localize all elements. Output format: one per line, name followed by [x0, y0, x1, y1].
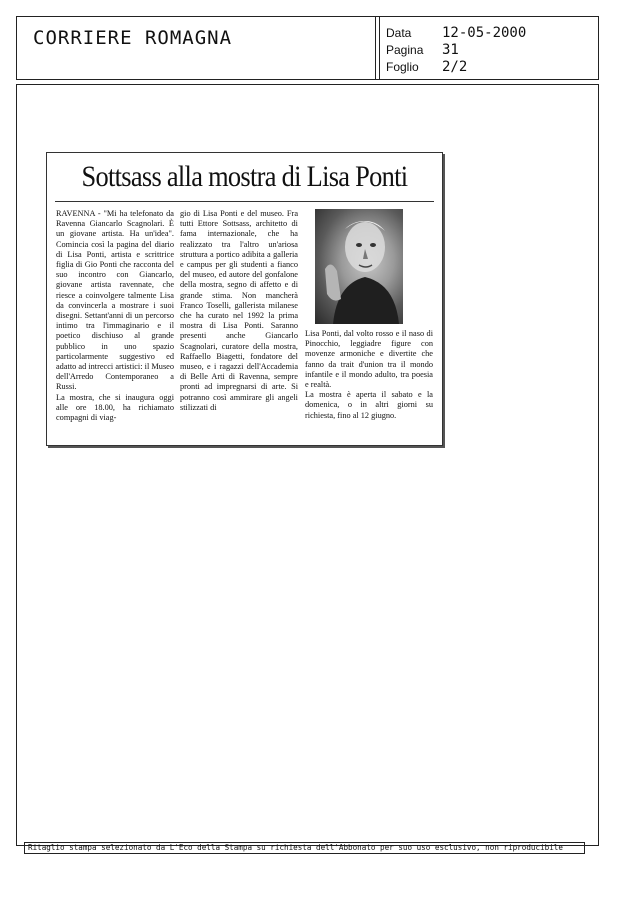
article-column-2	[180, 209, 298, 413]
article-clipping	[46, 152, 443, 446]
clipping-metadata	[386, 24, 526, 75]
column-3-paragraph-1: Lisa Ponti, dal volto rosso e il naso di Pinocchio, leggiadre figure con movenze armoniche e divertite che fanno da trait d'union tra il mondo infantile e il mondo adulto, tra poesia e realtà.	[305, 329, 433, 390]
date-label: Data	[386, 25, 412, 40]
date-value: 12-05-2000	[442, 24, 527, 41]
sheet-value: 2/2	[442, 58, 468, 75]
copyright-footer: Ritaglio stampa selezionato da L'Eco della Stampa su richiesta dell'Abbonato per suo uso esclusivo, non riproducibile	[24, 842, 585, 854]
portrait-photo	[315, 209, 403, 324]
column-3-paragraph-2: La mostra è aperta il sabato e la domenica, o in altri giorni su richiesta, fino al 12 giugno.	[305, 390, 433, 420]
column-1-paragraph-2: La mostra, che si inaugura oggi alle ore 18.00, ha richiamato compagni di viag-	[56, 392, 174, 423]
page-label: Pagina	[386, 42, 424, 57]
date-row	[386, 24, 526, 41]
publication-name: CORRIERE ROMAGNA	[33, 27, 233, 49]
column-1-paragraph-1: RAVENNA - "Mi ha telefonato da Ravenna Giancarlo Scagnolari. È un giovane artista. Ha un'idea". Comincia così la pagina del diario di Lisa Ponti, artista e scrittrice figlia di Gio Ponti che racconta del suo incontro con Giancarlo, giovane artista ravennate, che riesce a coinvolgere talmente Lisa da convincerla a mostrare i suoi disegni. Settant'anni di un percorso intimo tra l'immaginario e il poetico dischiuso al grande pubblico in uno spazio particolarmente suggestivo ed adatto ad intrecci artistici: il Museo dell'Arredo Contemporaneo a Russi.	[56, 209, 174, 392]
sheet-label: Foglio	[386, 59, 419, 74]
page-value: 31	[442, 41, 459, 58]
portrait-silhouette	[315, 209, 403, 324]
header-divider	[375, 17, 380, 79]
headline-rule	[55, 201, 434, 202]
column-2-paragraph: gio di Lisa Ponti e del museo. Fra tutti Ettore Sottsass, architetto di fama internazionale, che ha realizzato tra l'altro un'ariosa struttura a portico adibita a galleria e campus per gli studenti a fianco del museo, ed autore del gonfalone della mostra, segno di affetto e di grande stima. Non mancherà Franco Toselli, gallerista milanese che ha curato nel 1992 la prima mostra di Lisa Ponti. Saranno presenti anche Giancarlo Scagnolari, curatore della mostra, Raffaello Biagetti, fondatore del museo, e i ragazzi dell'Accademia di Belle Arti di Ravenna, sempre pronti ad impregnarsi di arte. Si potranno così ammirare gli angeli stilizzati di	[180, 209, 298, 412]
sheet-row	[386, 58, 526, 75]
article-column-3	[305, 329, 433, 421]
clipping-header	[16, 16, 599, 80]
article-column-1	[56, 209, 174, 423]
page-row	[386, 41, 526, 58]
article-headline: Sottsass alla mostra di Lisa Ponti	[81, 160, 408, 193]
